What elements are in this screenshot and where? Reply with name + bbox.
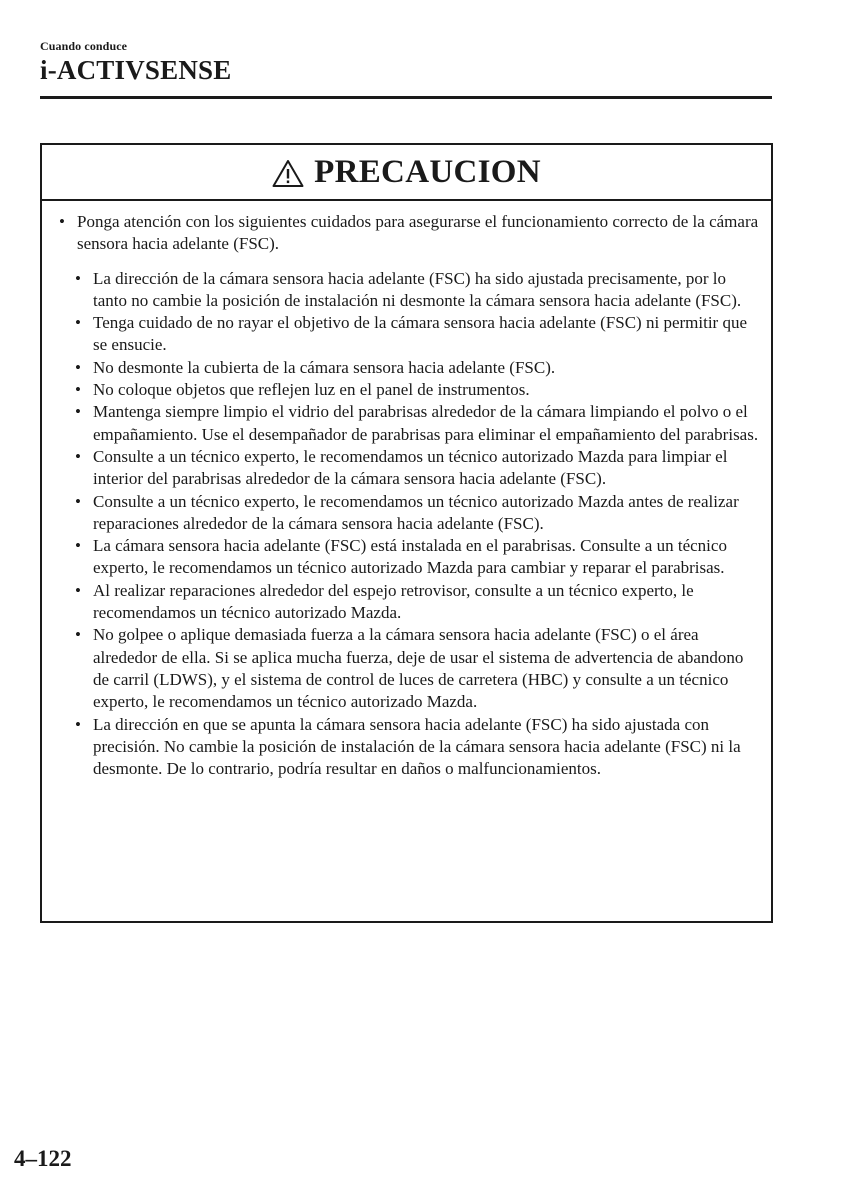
caution-body	[42, 201, 771, 780]
caution-list-item	[75, 401, 759, 446]
caution-list-item	[75, 379, 759, 401]
bullet-marker: •	[75, 714, 81, 734]
caution-intro-text: Ponga atención con los siguientes cuidados para asegurarse el funcionamiento correcto de la cámara sensora hacia adelante (FSC).	[77, 212, 759, 254]
page-number: 4–122	[14, 1146, 72, 1171]
caution-list-item	[75, 357, 759, 379]
caution-list-item-text: La cámara sensora hacia adelante (FSC) está instalada en el parabrisas. Consulte a un técnico experto, le recomendamos un técnico autorizado Mazda para cambiar y reparar el parabrisas.	[93, 536, 727, 578]
bullet-marker: •	[75, 268, 81, 288]
chapter-title: i-ACTIVSENSE	[40, 55, 232, 85]
bullet-marker: •	[75, 491, 81, 511]
caution-list-item-text: La dirección de la cámara sensora hacia adelante (FSC) ha sido ajustada precisamente, por lo tanto no cambie la posición de instalación ni desmonte la cámara sensora hacia adelante (FSC).	[93, 268, 742, 310]
caution-list-item	[75, 624, 759, 713]
bullet-marker: •	[75, 313, 81, 333]
caution-list-item-text: No coloque objetos que reflejen luz en el panel de instrumentos.	[93, 380, 530, 400]
caution-list-item	[75, 580, 759, 625]
caution-list-item	[75, 446, 759, 491]
warning-triangle-icon	[272, 159, 304, 188]
caution-list-item	[75, 535, 759, 580]
caution-box	[40, 143, 773, 923]
caution-header	[42, 145, 771, 201]
caution-list	[59, 268, 759, 781]
caution-list-item-text: La dirección en que se apunta la cámara sensora hacia adelante (FSC) ha sido ajustada con precisión. No cambie la posición de instalación de la cámara sensora hacia adelante (FSC) ni la desmonte. De lo contrario, podría resultar en daños o malfuncionamientos.	[93, 714, 741, 779]
caution-list-item	[75, 491, 759, 536]
caution-list-item-text: Tenga cuidado de no rayar el objetivo de la cámara sensora hacia adelante (FSC) ni permitir que se ensucie.	[93, 313, 747, 355]
caution-list-item-text: Consulte a un técnico experto, le recomendamos un técnico autorizado Mazda antes de realizar reparaciones alrededor de la cámara sensora hacia adelante (FSC).	[93, 491, 739, 533]
bullet-marker: •	[75, 357, 81, 377]
caution-list-item-text: Consulte a un técnico experto, le recomendamos un técnico autorizado Mazda para limpiar el interior del parabrisas alrededor de la cámara sensora hacia adelante (FSC).	[93, 446, 728, 489]
bullet-marker: •	[75, 536, 81, 556]
caution-list-item-text: No desmonte la cubierta de la cámara sensora hacia adelante (FSC).	[93, 357, 556, 377]
caution-list-item	[75, 268, 759, 313]
caution-list-item-text: Mantenga siempre limpio el vidrio del parabrisas alrededor de la cámara limpiando el polvo o el empañamiento. Use el desempañador de parabrisas para eliminar el empañamiento del parabrisas.	[93, 402, 759, 444]
caution-list-item	[75, 312, 759, 357]
section-label: Cuando conduce	[40, 39, 128, 53]
bullet-marker: •	[75, 380, 81, 400]
bullet-marker: •	[75, 625, 81, 645]
caution-list-item-text: Al realizar reparaciones alrededor del espejo retrovisor, consulte a un técnico experto, le recomendamos un técnico autorizado Mazda.	[93, 580, 694, 623]
caution-intro-item	[59, 211, 759, 256]
caution-list-item-text: No golpee o aplique demasiada fuerza a la cámara sensora hacia adelante (FSC) o el área alrededor de ella. Si se aplica mucha fuerza, deje de usar el sistema de advertencia de abandono de carril (LDWS), y el sistema de control de luces de carretera (HBC) y consulte a un técnico experto, le recomendamos un técnico autorizado Mazda.	[93, 625, 744, 712]
header-divider	[40, 96, 772, 99]
caution-title: PRECAUCION	[314, 153, 541, 190]
bullet-marker: •	[75, 402, 81, 422]
bullet-marker: •	[59, 212, 65, 231]
caution-list-item	[75, 714, 759, 781]
bullet-marker: •	[75, 580, 81, 600]
bullet-marker: •	[75, 446, 81, 466]
